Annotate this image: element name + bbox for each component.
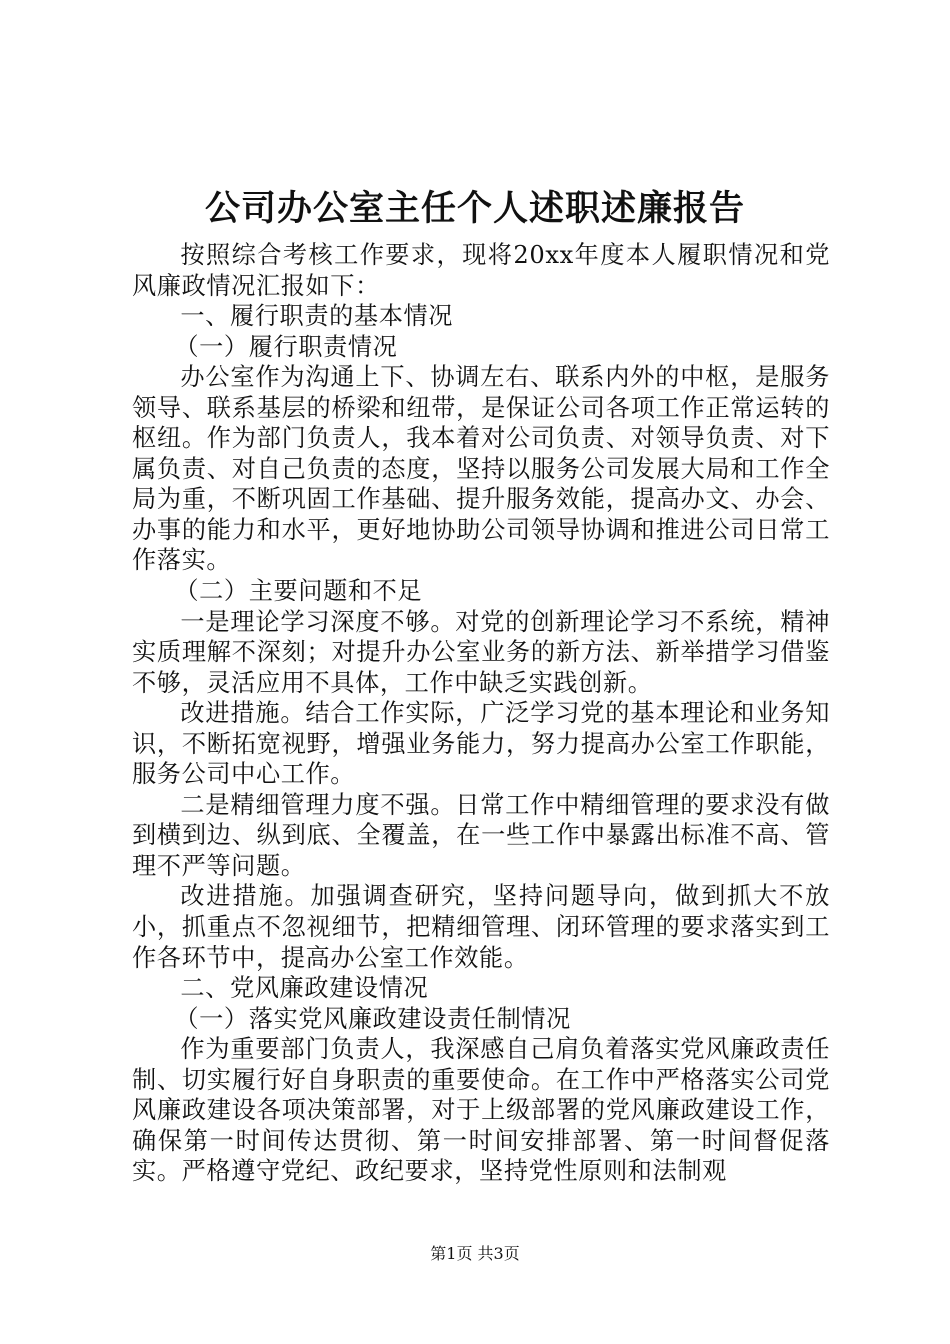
body-paragraph: 改进措施。结合工作实际，广泛学习党的基本理论和业务知识，不断拓宽视野，增强业务能力，努力提高办公室工作职能，服务公司中心工作。 [132,699,830,789]
document-title: 公司办公室主任个人述职述廉报告 [204,188,745,229]
body-paragraph: 作为重要部门负责人，我深感自己肩负着落实党风廉政责任制、切实履行好自身职责的重要使命。在工作中严格落实公司党风廉政建设各项决策部署，对于上级部署的党风廉政建设工作，确保第一时间传达贯彻、第一时间安排部署、第一时间督促落实。严格遵守党纪、政纪要求，坚持党性原则和法制观 [132,1035,830,1186]
section-heading-1: 一、履行职责的基本情况 [180,302,454,331]
body-paragraph: 一是理论学习深度不够。对党的创新理论学习不系统，精神实质理解不深刻；对提升办公室业务的新方法、新举措学习借鉴不够，灵活应用不具体，工作中缺乏实践创新。 [132,607,830,697]
subsection-heading-1-2: （二）主要问题和不足 [174,577,423,606]
intro-paragraph: 按照综合考核工作要求，现将20xx年度本人履职情况和党风廉政情况汇报如下： [132,241,830,300]
subsection-heading-2-1: （一）落实党风廉政建设责任制情况 [174,1004,571,1033]
subsection-heading-1-1: （一）履行职责情况 [174,332,398,361]
body-paragraph: 办公室作为沟通上下、协调左右、联系内外的中枢，是服务领导、联系基层的桥梁和纽带，是保证公司各项工作正常运转的枢纽。作为部门负责人，我本着对公司负责、对领导负责、对下属负责、对自己负责的态度，坚持以服务公司发展大局和工作全局为重，不断巩固工作基础、提升服务效能，提高办文、办会、办事的能力和水平，更好地协助公司领导协调和推进公司日常工作落实。 [132,363,830,575]
page-footer: 第1页 共3页 [430,1244,520,1263]
body-paragraph: 改进措施。加强调查研究，坚持问题导向，做到抓大不放小，抓重点不忽视细节，把精细管理、闭环管理的要求落实到工作各环节中，提高办公室工作效能。 [132,882,830,972]
body-paragraph: 二是精细管理力度不强。日常工作中精细管理的要求没有做到横到边、纵到底、全覆盖，在一些工作中暴露出标准不高、管理不严等问题。 [132,790,830,880]
section-heading-2: 二、党风廉政建设情况 [180,974,429,1003]
document-body [132,240,830,1187]
